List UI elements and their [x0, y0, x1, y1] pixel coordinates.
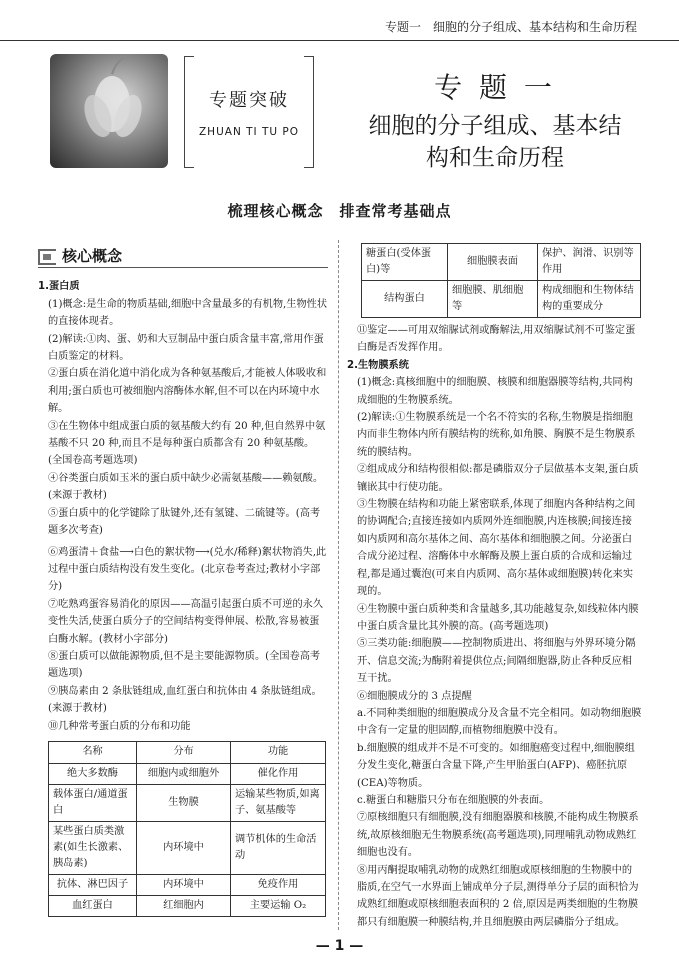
paragraph: (2)解读:①肉、蛋、奶和大豆制品中蛋白质含量丰富,常用作蛋白质鉴定的材料。	[48, 333, 324, 363]
paragraph: ⑤蛋白质中的化学键除了肽键外,还有氢键、二硫键等。(高考题多次考查)	[48, 507, 321, 537]
table-row	[49, 763, 326, 784]
paragraph: ⑦原核细胞只有细胞膜,没有细胞器膜和核膜,不能构成生物膜系统,故原核细胞无生物膜系统(高考题选项),同理哺乳动物成熟红细胞也没有。	[357, 812, 639, 859]
paragraph: (2)解读:①生物膜系统是一个名不符实的名称,生物膜是指细胞内而非生物体内所有膜结构的统称,如角膜、胸膜不是生物膜系统的膜结构。	[357, 412, 636, 458]
table-row	[49, 784, 326, 821]
topic-title-line2: 构和生命历程	[426, 145, 564, 171]
paragraph: ⑧蛋白质可以做能源物质,但不是主要能源物质。(全国卷高考题选项)	[48, 650, 321, 680]
badge-cn: 专题突破	[209, 90, 289, 111]
paragraph: ⑦吃熟鸡蛋容易消化的原因——高温引起蛋白质不可逆的永久变性失活,使蛋白质分子的空间结构变得伸展、松散,容易被蛋白酶水解。(教材小字部分)	[48, 598, 324, 645]
paragraph: ④谷类蛋白质如玉米的蛋白质中缺少必需氨基酸——赖氨酸。(来源于教材)	[48, 472, 324, 502]
table-cell: 运输某些物质,如离子、氨基酸等	[231, 784, 326, 821]
table-cell: 保护、润滑、识别等作用	[538, 244, 641, 281]
paragraph: ④生物膜中蛋白质种类和含量越多,其功能越复杂,如线粒体内膜中蛋白质含量比其外膜的高。(高考题选项)	[357, 603, 639, 632]
table-header-row	[49, 741, 326, 763]
paragraph: c.糖蛋白和糖脂只分布在细胞膜的外表面。	[357, 794, 550, 806]
table-cell: 内环境中	[137, 821, 231, 874]
table-cell: 调节机体的生命活动	[231, 821, 326, 874]
paragraph: ②蛋白质在消化道中消化成为各种氨基酸后,才能被人体吸收和利用;蛋白质也可被细胞内溶酶体水解,但不可以在内环境中水解。	[48, 368, 327, 415]
table-header: 分布	[137, 741, 231, 763]
table-cell: 结构蛋白	[362, 281, 448, 318]
paragraph: ③在生物体中组成蛋白质的氨基酸大约有 20 种,但自然界中氨基酸不只 20 种,而且不是每种蛋白质都含有 20 种氨基酸。(全国卷高考题选项)	[48, 420, 326, 467]
table-row	[49, 821, 326, 874]
paragraph: (1)概念:是生命的物质基础,细胞中含量最多的有机物,生物性状的直接体现者。	[48, 298, 328, 328]
right-column	[347, 243, 642, 931]
paragraph: ⑨胰岛素由 2 条肽链组成,血红蛋白和抗体由 4 条肽链组成。(来源于教材)	[48, 685, 322, 715]
table-row	[362, 281, 641, 318]
badge-box	[184, 56, 314, 168]
table-row	[49, 874, 326, 895]
table-cell: 绝大多数酶	[49, 763, 137, 784]
table-cell: 载体蛋白/通道蛋白	[49, 784, 137, 821]
paragraph: ⑩几种常考蛋白质的分布和功能	[48, 720, 191, 732]
table-cell: 生物膜	[137, 784, 231, 821]
paragraph: ⑧用丙酮提取哺乳动物的成熟红细胞或原核细胞的生物膜中的脂质,在空气一水界面上铺成单分子层,测得单分子层的面积恰为成熟红细胞或原核细胞表面积的 2 倍,原因是两类细胞的生物膜都只有细胞膜一种膜结构,并且细胞膜由两层磷脂分子组成。	[357, 864, 639, 928]
paragraph: ③生物膜在结构和功能上紧密联系,体现了细胞内各种结构之间的协调配合;直接连接如内质网外连细胞膜,内连核膜;间接连接如内质网和高尔基体之间、高尔基体和细胞膜之间。分泌蛋白合成分泌过程、溶酶体中水解酶及膜上蛋白质的合成和运输过程,都是通过囊泡(可来自内质网、高尔基体或细胞膜)转化来实现的。	[357, 499, 636, 598]
paragraph: ⑪鉴定——可用双缩脲试剂或酶解法,用双缩脲试剂不可鉴定蛋白酶是否发挥作用。	[357, 325, 636, 354]
table-header: 功能	[231, 741, 326, 763]
table-cell: 糖蛋白(受体蛋白)等	[362, 244, 448, 281]
table-row	[49, 895, 326, 916]
protein-table	[48, 741, 326, 917]
core-concept-label: 核心概念	[62, 247, 123, 265]
paragraph: ⑤三类功能:细胞膜——控制物质进出、将细胞与外界环境分隔开、信息交流;为酶附着提供位点;间隔细胞器,防止各种反应相互干扰。	[357, 638, 636, 685]
table-cell: 红细胞内	[137, 895, 231, 916]
paragraph: ⑥细胞膜成分的 3 点提醒	[357, 690, 472, 702]
paragraph: ②组成成分和结构很相似:都是磷脂双分子层做基本支架,蛋白质镶嵌其中行使功能。	[357, 464, 639, 493]
running-header: 专题一 细胞的分子组成、基本结构和生命历程	[384, 20, 637, 34]
table-cell: 构成细胞和生物体结构的重要成分	[538, 281, 641, 318]
column-divider	[338, 240, 339, 930]
paragraph: a.不同种类细胞的细胞膜成分及含量不完全相同。如动物细胞膜中含有一定量的胆固醇,而植物细胞膜中没有。	[357, 707, 642, 737]
table-cell: 细胞膜、肌细胞等	[448, 281, 538, 318]
protein-table-continued	[361, 243, 641, 318]
table-cell: 催化作用	[231, 763, 326, 784]
table-cell: 细胞内或细胞外	[137, 763, 231, 784]
heading-protein: 1.蛋白质	[38, 281, 80, 293]
heading-membrane-system: 2.生物膜系统	[347, 359, 409, 371]
flower-photo	[50, 54, 168, 168]
topic-title	[330, 110, 660, 174]
section-title: 梳理核心概念 排查常考基础点	[227, 202, 452, 220]
table-cell: 抗体、淋巴因子	[49, 874, 137, 895]
core-concept-heading	[38, 248, 328, 268]
table-cell: 主要运输 O₂	[231, 895, 326, 916]
table-cell: 免疫作用	[231, 874, 326, 895]
topic-number: 专 题 一	[434, 71, 556, 104]
paragraph: ⑥鸡蛋清＋食盐⟶白色的絮状物⟶(兑水/稀释)絮状物消失,此过程中蛋白质结构没有发生变化。(北京卷考查过;教材小字部分)	[48, 546, 327, 593]
table-cell: 某些蛋白质类激素(如生长激素、胰岛素)	[49, 821, 137, 874]
topic-title-line1: 细胞的分子组成、基本结	[368, 113, 622, 139]
left-column	[38, 248, 328, 917]
paragraph: b.细胞膜的组成并不是不可变的。如细胞癌变过程中,细胞膜组分发生变化,糖蛋白含量下降,产生甲胎蛋白(AFP)、癌胚抗原(CEA)等物质。	[357, 742, 635, 789]
page-number: — 1 —	[315, 938, 364, 954]
table-cell: 内环境中	[137, 874, 231, 895]
section-icon	[38, 249, 56, 265]
table-row	[362, 244, 641, 281]
table-cell: 细胞膜表面	[448, 244, 538, 281]
badge-en: ZHUAN TI TU PO	[198, 126, 300, 138]
table-cell: 血红蛋白	[49, 895, 137, 916]
paragraph: (1)概念:真核细胞中的细胞膜、核膜和细胞器膜等结构,共同构成细胞的生物膜系统。	[357, 377, 633, 406]
header-rule	[0, 40, 679, 41]
table-header: 名称	[49, 741, 137, 763]
